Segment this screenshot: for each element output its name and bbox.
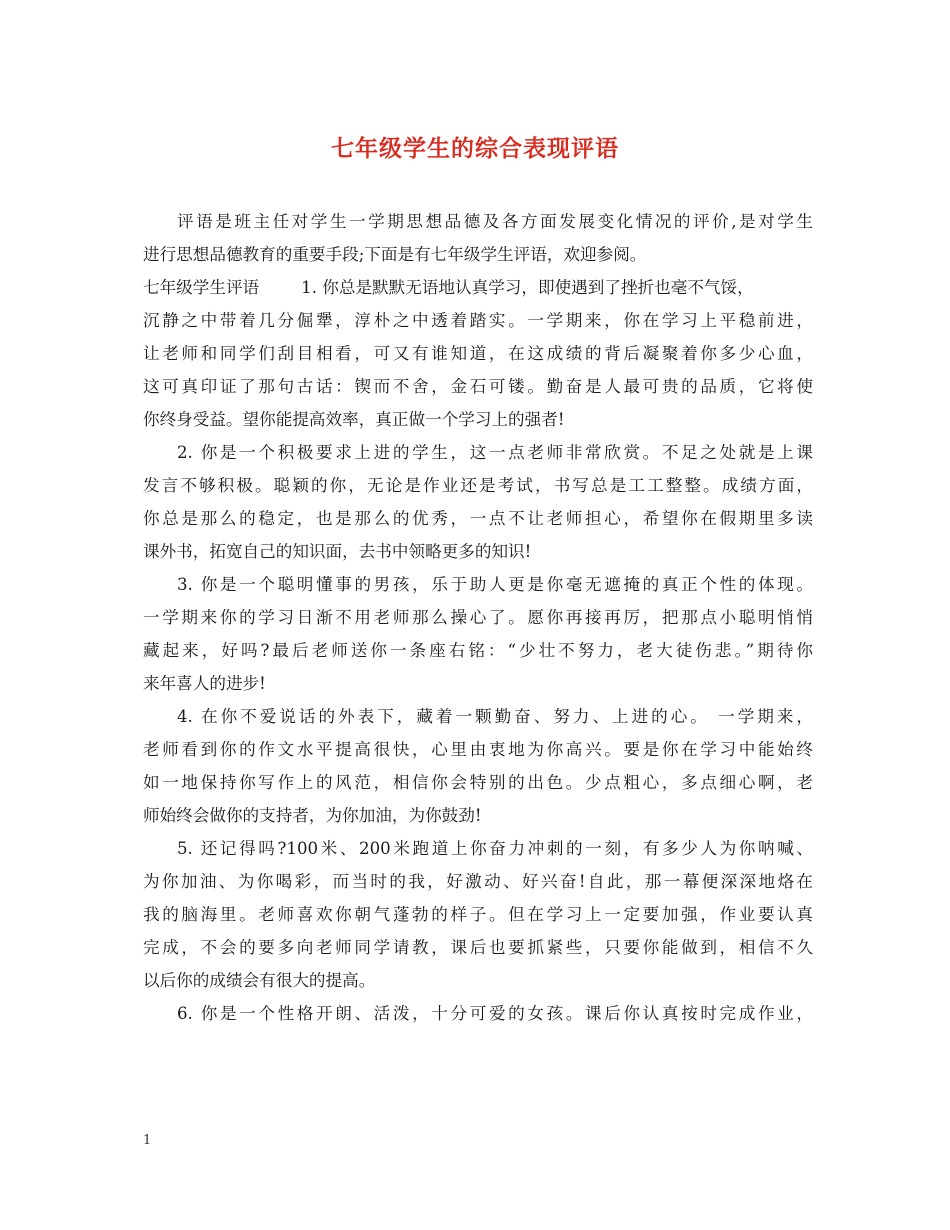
comment-line: 为你加油、为你喝彩，而当时的我，好激动、好兴奋!自此，那一幕便深深地烙在 — [143, 872, 813, 891]
comment-line: 4. 在你不爱说话的外表下，藏着一颗勤奋、努力、上进的心。 一学期来， — [177, 707, 813, 726]
document-title: 七年级学生的综合表现评语 — [331, 136, 619, 162]
comment-line-labeled — [143, 271, 813, 304]
comment-line: 来年喜人的进步! — [143, 674, 266, 693]
comment-line: 如一地保持你写作上的风范，相信你会特别的出色。少点粗心，多点细心啊，老 — [143, 773, 813, 792]
comment-line: 让老师和同学们刮目相看，可又有谁知道，在这成绩的背后凝聚着你多少心血， — [143, 344, 813, 363]
document-body — [143, 205, 813, 1030]
comment-line: 我的脑海里。老师喜欢你朝气蓬勃的样子。但在学习上一定要加强，作业要认真 — [143, 905, 813, 924]
comment-line: 完成，不会的要多向老师同学请教，课后也要抓紧些，只要你能做到，相信不久 — [143, 938, 813, 957]
comment-line: 藏起来，好吗?最后老师送你一条座右铭：“少壮不努力，老大徒伤悲。”期待你 — [143, 641, 813, 660]
comment-line: 2. 你是一个积极要求上进的学生，这一点老师非常欣赏。不足之处就是上课 — [177, 443, 813, 462]
comment-line: 3. 你是一个聪明懂事的男孩，乐于助人更是你毫无遮掩的真正个性的体现。 — [177, 575, 813, 594]
comment-line: 发言不够积极。聪颖的你，无论是作业还是考试，书写总是工工整整。成绩方面， — [143, 476, 813, 495]
comment-line: 这可真印证了那句古话：锲而不舍，金石可镂。勤奋是人最可贵的品质，它将使 — [143, 377, 813, 396]
comment-line: 一学期来你的学习日渐不用老师那么操心了。愿你再接再厉，把那点小聪明悄悄 — [143, 608, 813, 627]
comment-line: 课外书，拓宽自己的知识面，去书中领略更多的知识! — [143, 542, 532, 561]
intro-line: 评语是班主任对学生一学期思想品德及各方面发展变化情况的评价,是对学生 — [177, 212, 813, 231]
comment-line: 沉静之中带着几分倔犟，淳朴之中透着踏实。一学期来，你在学习上平稳前进， — [143, 311, 813, 330]
comment-line: 6. 你是一个性格开朗、活泼，十分可爱的女孩。课后你认真按时完成作业， — [177, 1004, 813, 1023]
comment-line: 你总是那么的稳定，也是那么的优秀，一点不让老师担心，希望你在假期里多读 — [143, 509, 813, 528]
comment-line: 你终身受益。望你能提高效率，真正做一个学习上的强者! — [143, 410, 565, 429]
comment-1-first-line: 1. 你总是默默无语地认真学习，即使遇到了挫折也毫不气馁， — [301, 278, 754, 297]
comment-line: 5. 还记得吗?100米、200米跑道上你奋力冲刺的一刻，有多少人为你呐喊、 — [177, 839, 813, 858]
comment-line: 以后你的成绩会有很大的提高。 — [143, 971, 376, 990]
comment-line: 老师看到你的作文水平提高很快，心里由衷地为你高兴。要是你在学习中能始终 — [143, 740, 813, 759]
comment-line: 师始终会做你的支持者，为你加油，为你鼓劲! — [143, 806, 482, 825]
intro-line: 进行思想品德教育的重要手段;下面是有七年级学生评语，欢迎参阅。 — [143, 245, 647, 264]
section-label: 七年级学生评语 — [143, 278, 260, 297]
page-number: 1 — [143, 1133, 152, 1148]
